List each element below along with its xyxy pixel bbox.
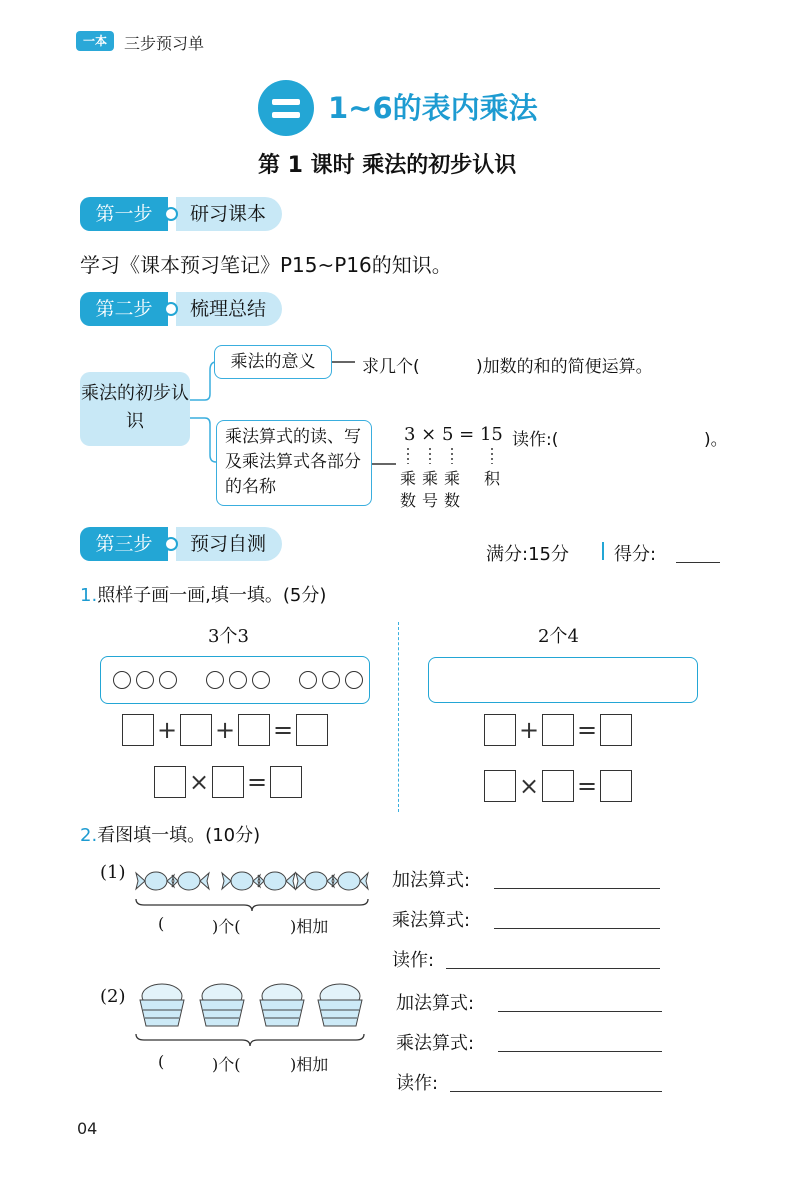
step3-label: 第三步 — [80, 527, 168, 561]
q2-item1-mul-blank[interactable] — [494, 928, 660, 929]
answer-box[interactable] — [296, 714, 328, 746]
branch2-box: 乘法算式的读、写及乘法算式各部分的名称 — [216, 420, 372, 506]
book-name: 三步预习单 — [124, 34, 205, 53]
q1-divider — [398, 622, 399, 812]
answer-box[interactable] — [122, 714, 154, 746]
score-label: 得分: — [614, 544, 657, 565]
answer-box[interactable] — [180, 714, 212, 746]
brace1-c: )相加 — [290, 917, 329, 936]
step1-text: 学习《课本预习笔记》P15~P16的知识。 — [80, 253, 452, 277]
q2-item1-read-blank[interactable] — [446, 968, 660, 969]
part-name-4: 积 — [484, 469, 501, 488]
q1-number: 1. — [80, 585, 98, 606]
read-label: 读作:( — [512, 430, 559, 450]
unit-title: 1~6的表内乘法 — [328, 91, 538, 125]
branch1-text-b: )加数的和的简便运算。 — [476, 357, 653, 377]
times-sign: × — [518, 772, 540, 800]
step-dot-icon — [164, 537, 178, 551]
equals-sign: = — [576, 772, 598, 800]
page-number: 04 — [77, 1119, 98, 1138]
answer-box[interactable] — [484, 714, 516, 746]
circle-icon — [345, 671, 363, 689]
q2-item2-number: (2) — [100, 986, 126, 1007]
answer-box[interactable] — [270, 766, 302, 798]
times-sign: × — [188, 768, 210, 796]
answer-box[interactable] — [542, 714, 574, 746]
part-name-7: 数 — [444, 491, 461, 510]
circle-icon — [113, 671, 131, 689]
circle-icon — [206, 671, 224, 689]
step2-label: 第二步 — [80, 292, 168, 326]
step2-name: 梳理总结 — [176, 292, 282, 326]
q2-item2-add-blank[interactable] — [498, 1011, 662, 1012]
book-badge: 一本 — [76, 31, 114, 51]
left-addition-row — [122, 714, 328, 746]
step3-name: 预习自测 — [176, 527, 282, 561]
right-addition-row — [484, 714, 632, 746]
baskets-picture — [132, 978, 372, 1050]
score-divider — [602, 542, 604, 560]
candies-picture — [134, 855, 370, 913]
plus-sign: + — [214, 716, 236, 744]
circle-icon — [229, 671, 247, 689]
circle-icon — [322, 671, 340, 689]
plus-sign: + — [518, 716, 540, 744]
brace1-b: )个( — [212, 917, 241, 936]
left-multiplication-row — [154, 766, 302, 798]
q2-number: 2. — [80, 825, 98, 846]
answer-box[interactable] — [484, 770, 516, 802]
answer-box[interactable] — [238, 714, 270, 746]
q2-item1-read-label: 读作: — [392, 950, 435, 971]
plus-sign: + — [156, 716, 178, 744]
q2-text: 看图填一填。(10分) — [97, 825, 261, 846]
q2-item2-read-blank[interactable] — [450, 1091, 662, 1092]
answer-box[interactable] — [600, 714, 632, 746]
q2-item2-mul-blank[interactable] — [498, 1051, 662, 1052]
part-name-3: 乘 — [444, 469, 461, 488]
q2-item1-add-blank[interactable] — [494, 888, 660, 889]
q2-item2-read-label: 读作: — [396, 1073, 439, 1094]
q1-text: 照样子画一画,填一填。(5分) — [97, 585, 327, 606]
answer-box[interactable] — [600, 770, 632, 802]
answer-box[interactable] — [154, 766, 186, 798]
q2-item2-add-label: 加法算式: — [396, 993, 475, 1014]
q1-right-label: 2个4 — [538, 626, 579, 647]
q2-item1-add-label: 加法算式: — [392, 870, 471, 891]
brace2-b: )个( — [212, 1055, 241, 1074]
score-blank[interactable] — [676, 562, 720, 563]
q2-item1-mul-label: 乘法算式: — [392, 910, 471, 931]
equals-sign: = — [272, 716, 294, 744]
branch1-box: 乘法的意义 — [214, 345, 332, 379]
full-score: 满分:15分 — [486, 544, 569, 565]
concept-box: 乘法的初步认识 — [80, 372, 190, 446]
branch1-text-a: 求几个( — [362, 357, 420, 377]
part-name-5: 数 — [400, 491, 417, 510]
answer-box[interactable] — [542, 770, 574, 802]
q2-item1-number: (1) — [100, 862, 126, 883]
read-end: )。 — [704, 430, 728, 450]
brace2-c: )相加 — [290, 1055, 329, 1074]
part-name-2: 乘 — [422, 469, 439, 488]
dotted-guides — [400, 446, 510, 468]
equals-sign: = — [576, 716, 598, 744]
answer-box[interactable] — [212, 766, 244, 798]
brace1-a: ( — [158, 914, 165, 933]
step1-name: 研习课本 — [176, 197, 282, 231]
part-name-6: 号 — [422, 491, 439, 510]
step1-label: 第一步 — [80, 197, 168, 231]
lesson-title: 第 1 课时 乘法的初步认识 — [258, 153, 517, 178]
q1-left-label: 3个3 — [208, 626, 249, 647]
part-name-1: 乘 — [400, 469, 417, 488]
brace2-a: ( — [158, 1052, 165, 1071]
formula: 3 × 5 = 15 — [404, 424, 503, 445]
circle-icon — [252, 671, 270, 689]
right-drawing-box[interactable] — [428, 657, 698, 703]
q2-item2-mul-label: 乘法算式: — [396, 1033, 475, 1054]
circle-icon — [136, 671, 154, 689]
left-circles-box — [100, 656, 370, 704]
circle-icon — [159, 671, 177, 689]
right-multiplication-row — [484, 770, 632, 802]
circle-icon — [299, 671, 317, 689]
equals-sign: = — [246, 768, 268, 796]
